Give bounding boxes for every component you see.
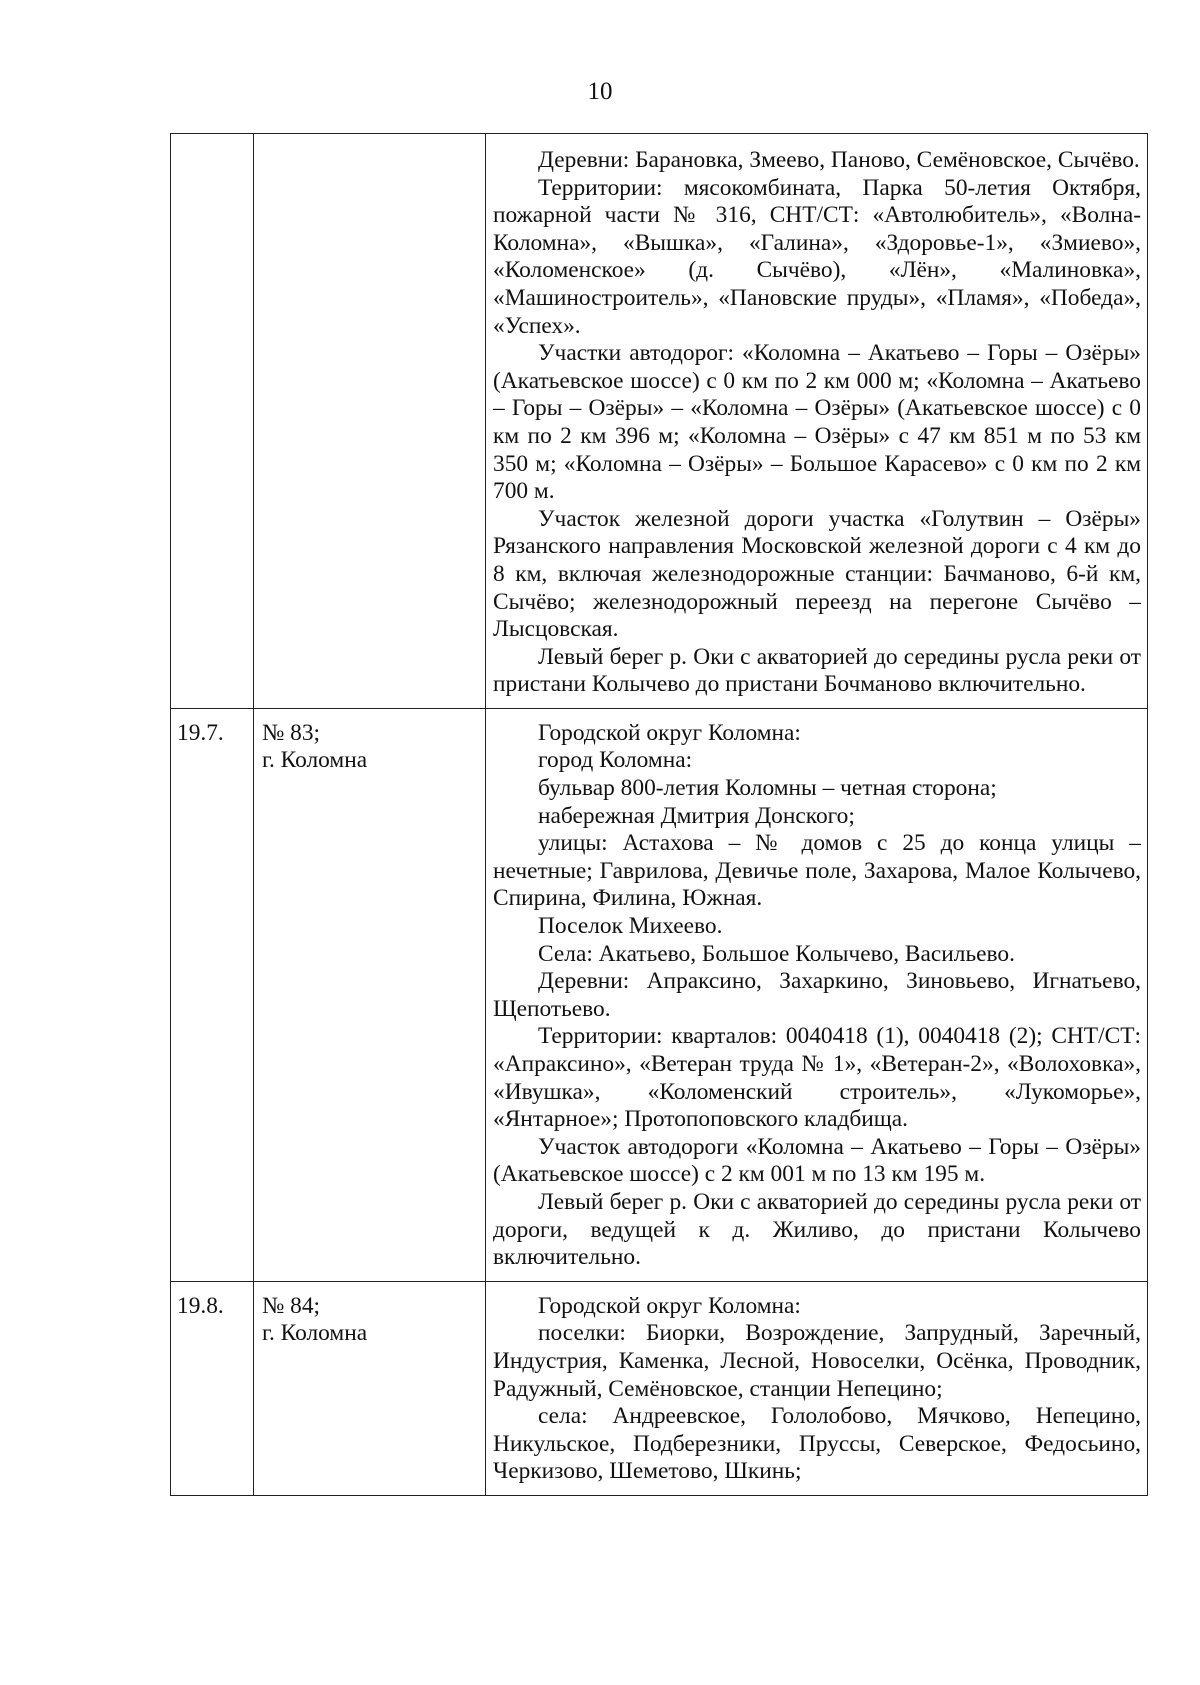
districts-table bbox=[170, 133, 1148, 1496]
description-paragraph: Городской округ Коломна: bbox=[538, 1292, 801, 1319]
district-city: г. Коломна bbox=[262, 1320, 368, 1347]
description-paragraph: Территории: мясокомбината, Парка 50-летия Октября, пожарной части № 316, СНТ/СТ: «Автолюбитель», «Волна-Коломна», «Вышка», «Галина», «Здоровье-1», «Змиево», «Коломенское» (д. Сычёво), «Лён», «Малиновка», «Машиностроитель», «Пановские пруды», «Пламя», «Победа», «Успех». bbox=[493, 174, 1141, 339]
description-paragraph: села: Андреевское, Гололобово, Мячково, Непецино, Никульское, Подберезники, Пруссы, Северское, Федосьино, Черкизово, Шеметово, Шкинь; bbox=[493, 1403, 1141, 1485]
district-city: г. Коломна bbox=[262, 747, 368, 774]
row-number-cell bbox=[171, 134, 254, 709]
table-row bbox=[171, 134, 1148, 709]
description-paragraph: набережная Дмитрия Донского; bbox=[538, 802, 855, 829]
description-paragraph: Поселок Михеево. bbox=[538, 913, 723, 940]
description-paragraph: Территории: кварталов: 0040418 (1), 0040418 (2); СНТ/СТ: «Апраксино», «Ветеран труда № 1», «Ветеран-2», «Волоховка», «Ивушка», «Коломенский строитель», «Лукоморье», «Янтарное»; Протопоповского кладбища. bbox=[493, 1023, 1141, 1133]
description-paragraph: Участок железной дороги участка «Голутвин – Озёры» Рязанского направления Московской железной дороги с 4 км до 8 км, включая железнодорожные станции: Бачманово, 6-й км, Сычёво; железнодорожный переезд на перегоне Сычёво – Лысцовская. bbox=[493, 505, 1141, 643]
page-number: 10 bbox=[587, 78, 613, 105]
description-paragraph: Деревни: Апраксино, Захаркино, Зиновьево, Игнатьево, Щепотьево. bbox=[493, 968, 1141, 1022]
row-number-cell: 19.7. bbox=[171, 708, 254, 1281]
district-number: № 84; bbox=[262, 1292, 321, 1319]
table-body bbox=[171, 134, 1148, 1496]
district-name-cell bbox=[254, 1281, 486, 1495]
district-description-cell bbox=[486, 134, 1148, 709]
district-description-cell bbox=[486, 1281, 1148, 1495]
description-paragraph: поселки: Биорки, Возрождение, Запрудный, Заречный, Индустрия, Каменка, Лесной, Новоселки, Осёнка, Проводник, Радужный, Семёновское, станции Непецино; bbox=[493, 1320, 1141, 1402]
district-name-cell bbox=[254, 134, 486, 709]
description-paragraph: Деревни: Барановка, Змеево, Паново, Семёновское, Сычёво. bbox=[538, 147, 1140, 173]
description-paragraph: бульвар 800-летия Коломны – четная сторона; bbox=[538, 775, 997, 802]
description-paragraph: Участок автодороги «Коломна – Акатьево – Горы – Озёры» (Акатьевское шоссе) с 2 км 001 м по 13 км 195 м. bbox=[493, 1133, 1141, 1188]
table-row bbox=[171, 1281, 1148, 1495]
description-paragraph: Участки автодорог: «Коломна – Акатьево – Горы – Озёры» (Акатьевское шоссе) с 0 км по 2 км 000 м; «Коломна – Акатьево – Горы – Озёры» – «Коломна – Озёры» (Акатьевское шоссе) с 0 км по 2 км 396 м; «Коломна – Озёры» с 47 км 851 м по 53 км 350 м; «Коломна – Озёры» – Большое Карасево» с 0 км по 2 км 700 м. bbox=[493, 340, 1141, 505]
description-paragraph: Городской округ Коломна: bbox=[538, 719, 801, 746]
district-description-cell bbox=[486, 708, 1148, 1281]
description-paragraph: улицы: Астахова – № домов с 25 до конца улицы – нечетные; Гаврилова, Девичье поле, Захарова, Малое Колычево, Спирина, Филина, Южная. bbox=[493, 830, 1141, 912]
description-paragraph: город Коломна: bbox=[538, 747, 693, 774]
description-paragraph: Села: Акатьево, Большое Колычево, Васильево. bbox=[538, 940, 1015, 967]
table-row bbox=[171, 708, 1148, 1281]
description-paragraph: Левый берег р. Оки с акваторией до середины русла реки от пристани Колычево до пристани Бочманово включительно. bbox=[493, 643, 1141, 698]
district-name-cell bbox=[254, 708, 486, 1281]
description-paragraph: Левый берег р. Оки с акваторией до середины русла реки от дороги, ведущей к д. Жиливо, до пристани Колычево включительно. bbox=[493, 1188, 1141, 1271]
row-number-cell: 19.8. bbox=[171, 1281, 254, 1495]
district-number: № 83; bbox=[262, 719, 321, 746]
